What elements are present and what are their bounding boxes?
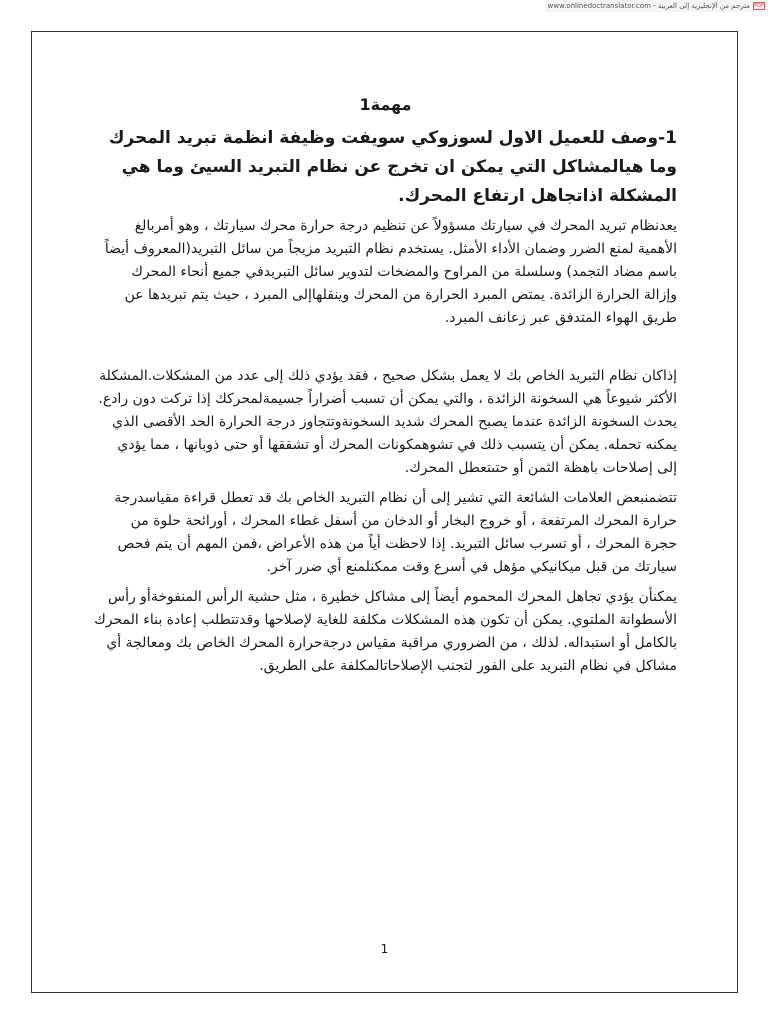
pdf-logo-icon: PDF (754, 3, 764, 9)
paragraph-cooling-system: يعدنظام تبريد المحرك في سيارتك مسؤولاً عن تنظيم درجة حرارة محرك سيارتك ، وهو أمربالغ الأهمية لمنع الضرر وضمان الأداء الأمثل. يستخدم نظام التبريد مزيجاً من سائل التبريد(المعروف أيضاً باسم مضاد التجمد) وسلسلة من المراوح والمضخات لتدوير سائل التبريدفي جميع أنحاء المحرك وإزالة الحرارة الزائدة. يمتص المبرد الحرارة من المحرك وينقلهاإلى المبرد ، حيث يتم تبريدها عن طريق الهواء المتدفق عبر زعانف المبرد. (104, 218, 677, 326)
paragraph-consequences: يمكنأن يؤدي تجاهل المحرك المحموم أيضاً إلى مشاكل خطيرة ، مثل حشية الرأس المنفوخةأو رأس الأسطوانة الملتوي. يمكن أن تكون هذه المشكلات مكلفة للغاية لإصلاحها وقدتتطلب إعادة بناء المحرك بالكامل أو استبداله. لذلك ، من الضروري مراقبة مقياس درجةحرارة المحرك الخاص بك ومعالجة أي مشاكل في نظام التبريد على الفور لتجنب الإصلاحاتالمكلفة على الطريق. (94, 589, 677, 674)
question-heading: 1-وصف للعميل الاول لسوزوكي سويفت وظيفة انظمة تبريد المحرك وما هيالمشاكل التي يمكن ان تخرج عن نظام التبريد السيئ وما هي المشكلة اذاتجاهل ارتفاع المحرك. (108, 128, 677, 206)
document-page (31, 31, 738, 993)
task-title: مهمة1 (359, 95, 412, 114)
paragraph-overheating: إذاكان نظام التبريد الخاص بك لا يعمل بشكل صحيح ، فقد يؤدي ذلك إلى عدد من المشكلات.المشكلة الأكثر شيوعاً هي السخونة الزائدة ، والتي يمكن أن تسبب أضراراً جسيمةلمحركك إذا تركت دون رادع. يحدث السخونة الزائدة عندما يصبح المحرك شديد السخونةوتتجاوز درجة الحرارة الحد الأقصى الذي يمكنه تحمله. يمكن أن يتسبب ذلك في تشوهمكونات المحرك أو تشققها أو حتى ذوبانها ، مما يؤدي إلى إصلاحات باهظة الثمن أو حتىتعطل المحرك. (98, 368, 677, 476)
paragraph-warning-signs: تتضمنبعض العلامات الشائعة التي تشير إلى أن نظام التبريد الخاص بك قد تعطل قراءة مقياسدرجة حرارة المحرك المرتفعة ، أو خروج البخار أو الدخان من أسفل غطاء المحرك ، أورائحة حلوة من حجرة المحرك ، أو تسرب سائل التبريد. إذا لاحظت أياً من هذه الأعراض ،فمن المهم أن يتم فحص سيارتك من قبل ميكانيكي مؤهل في أسرع وقت ممكنلمنع أي ضرر آخر. (114, 490, 677, 575)
document-content (94, 95, 677, 678)
translator-banner[interactable] (545, 0, 768, 12)
translator-banner-text[interactable]: مترجم من الإنجليزية إلى العربية - www.onlinedoctranslator.com (547, 2, 750, 10)
page-number: 1 (380, 942, 389, 956)
